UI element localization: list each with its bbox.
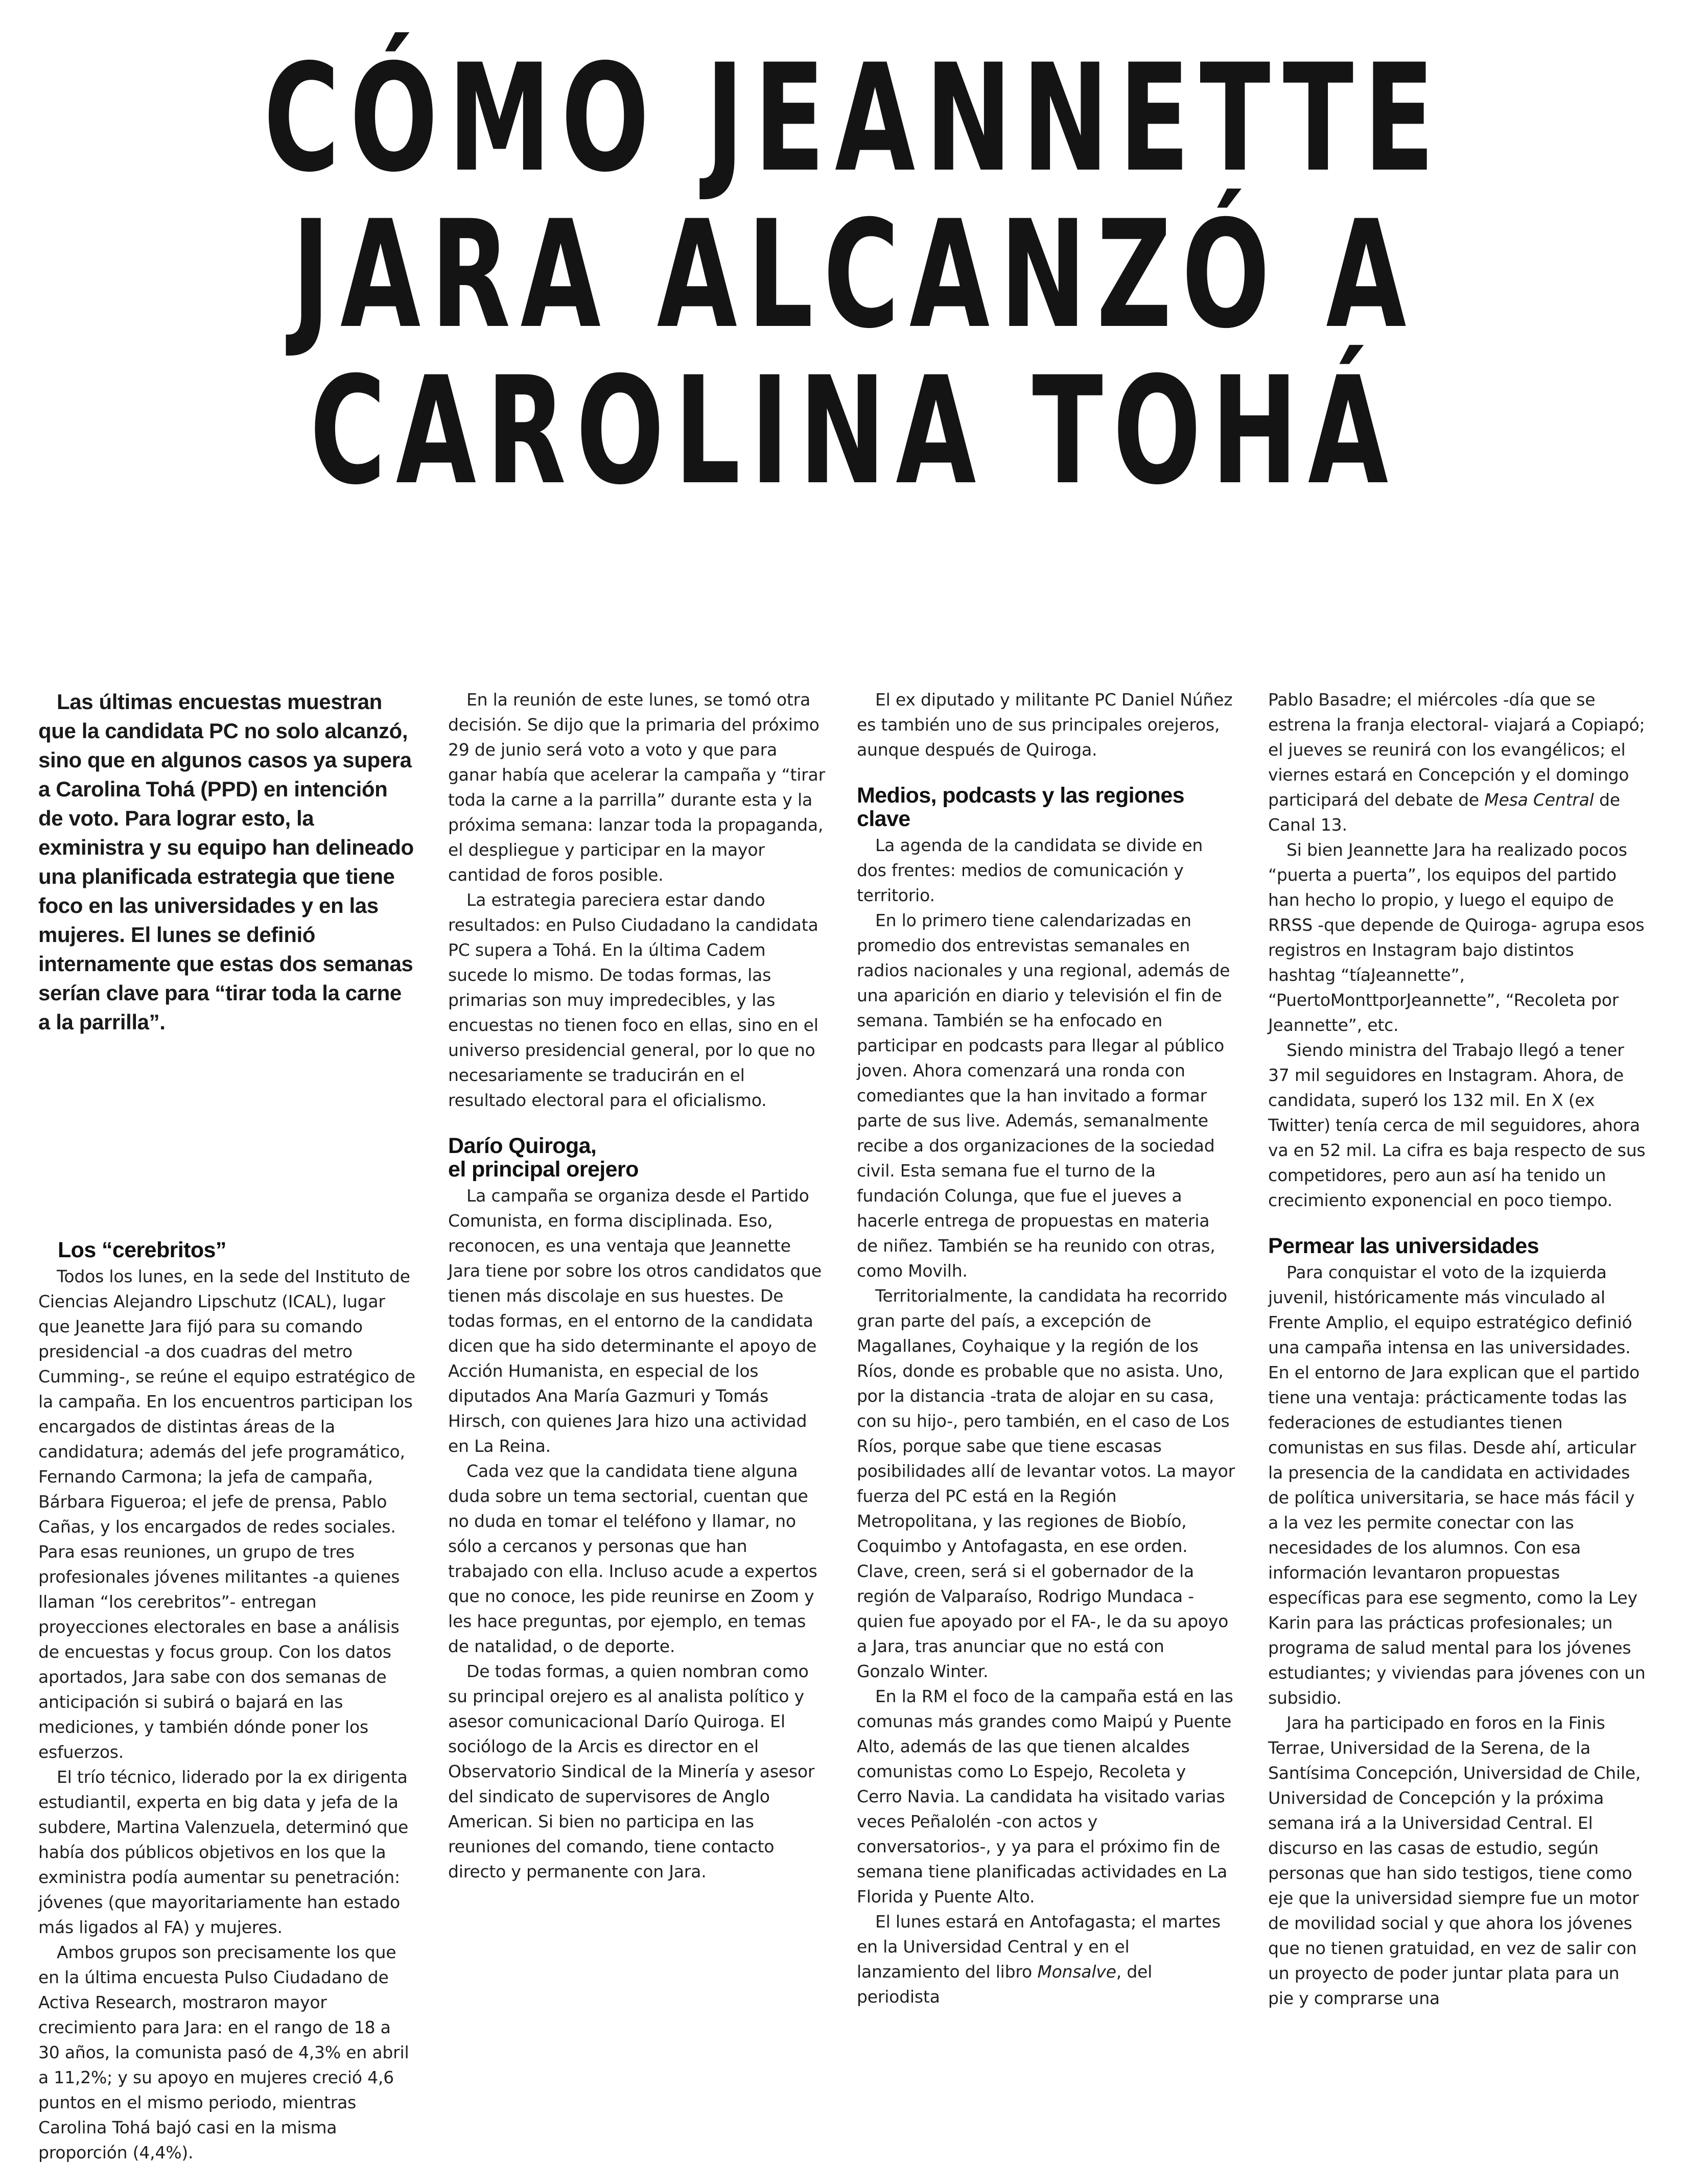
subhead-quiroga-line-1: Darío Quiroga,	[448, 1134, 597, 1158]
show-title: Mesa Central	[1484, 790, 1594, 810]
paragraph: En la RM el foco de la campaña está en las comunas más grandes como Maipú y Puente Alto, además de las que tienen alcaldes comunistas como Lo Espejo, Recoleta y Cerro Navia. La candidata ha visitado varias veces Peñalolén -con actos y conversatorios-, y ya para el próximo fin de semana tiene planificadas actividades en La Florida y Puente Alto.	[857, 1686, 1233, 1907]
headline-line-1: CÓMO JEANNETTE	[263, 33, 1445, 205]
paragraph: Siendo ministra del Trabajo llegó a tener 37 mil seguidores en Instagram. Ahora, de candidata, superó los 132 mil. En X (ex Twitter) tenía cerca de mil seguidores, ahora va en 52 mil. La cifra es baja respecto de sus competidores, pero aun así ha tenido un crecimiento exponencial en poco tiempo.	[1268, 1040, 1646, 1210]
paragraph: Todos los lunes, en la sede del Instituto de Ciencias Alejandro Lipschutz (ICAL), lugar que Jeanette Jara fijó para su comando presidencial -a dos cuadras del metro Cumming-, se reúne el equipo estratégico de la campaña. En los encuentros participan los encargados de distintas áreas de la candidatura; además del jefe programático, Fernando Carmona; la jefa de campaña, Bárbara Figueroa; el jefe de prensa, Pablo Cañas, y los encargados de redes sociales. Para esas reuniones, un grupo de tres profesionales jóvenes militantes -a quienes llaman “los cerebritos”- entregan proyecciones electorales en base a análisis de encuestas y focus group. Con los datos aportados, Jara sabe con dos semanas de anticipación si subirá o bajará en las mediciones, y también dónde poner los esfuerzos.	[38, 1266, 415, 1762]
paragraph: De todas formas, a quien nombran como su principal orejero es al analista político y asesor comunicacional Darío Quiroga. El sociólogo de la Arcis es director en el Observatorio Sindical de la Minería y asesor del sindicato de supervisores de Anglo American. Si bien no participa en las reuniones del comando, tiene contacto directo y permanente con Jara.	[448, 1661, 815, 1881]
subhead-quiroga	[448, 1134, 826, 1181]
text-run: , del periodista	[857, 1962, 1153, 2007]
paragraph: Para conquistar el voto de la izquierda juvenil, históricamente más vinculado al Frente Amplio, el equipo estratégico definió una campaña intensa en las universidades. En el entorno de Jara explican que el partido tiene una ventaja: prácticamente todas las federaciones de estudiantes tienen comunistas en sus filas. Desde ahí, articular la presencia de la candidata en actividades de política universitaria, se hace más fácil y a la vez les permite conectar con las necesidades de los alumnos. Con esa información levantaron propuestas específicas para ese segmento, como la Ley Karin para las prácticas profesionales; un programa de salud mental para los jóvenes estudiantes; y viviendas para jóvenes con un subsidio.	[1268, 1262, 1646, 1708]
paragraph: El trío técnico, liderado por la ex dirigenta estudiantil, experta en big data y jefa de la subdere, Martina Valenzuela, determinó que había dos públicos objetivos en los que la exministra podía aumentar su penetración: jóvenes (que mayoritariamente han estado más ligados al FA) y mujeres.	[38, 1767, 409, 1937]
headline	[256, 33, 1452, 517]
paragraph: La campaña se organiza desde el Partido Comunista, en forma disciplinada. Eso, reconocen, es una ventaja que Jeannette Jara tiene por sobre los otros candidatos que tienen más discolaje en sus huestes. De todas formas, en el entorno de la candidata dicen que ha sido determinante el apoyo de Acción Humanista, en especial de los diputados Ana María Gazmuri y Tomás Hirsch, con quienes Jara hizo una actividad en La Reina.	[448, 1186, 822, 1456]
paragraph: La estrategia pareciera estar dando resultados: en Pulso Ciudadano la candidata PC supera a Tohá. En la última Cadem sucede lo mismo. De todas formas, las primarias son muy impredecibles, y las encuestas no tienen foco en ellas, sino en el universo presidencial general, por lo que no necesariamente se traducirán en el resultado electoral para el oficialismo.	[448, 890, 818, 1110]
paragraph: Si bien Jeannette Jara ha realizado pocos “puerta a puerta”, los equipos del partido han hecho lo propio, y luego el equipo de RRSS -que depende de Quiroga- agrupa esos registros en Instagram bajo distintos hashtag “tíaJeannette”, “PuertoMonttporJeannette”, “Recoleta por Jeannette”, etc.	[1268, 840, 1645, 1035]
article-column-4	[1268, 687, 1646, 2051]
paragraph: En lo primero tiene calendarizadas en promedio dos entrevistas semanales en radios nacionales y una regional, además de una aparición en diario y televisión el fin de semana. También se ha enfocado en participar en podcasts para llegar al público joven. Ahora comenzará una ronda con comediantes que la han invitado a formar parte de sus live. Además, semanalmente recibe a dos organizaciones de la sociedad civil. Esta semana fue el turno de la fundación Colunga, que fue el jueves a hacerle entrega de propuestas en materia de niñez. También se ha reunido con otras, como Movilh.	[857, 910, 1230, 1281]
paragraph-agenda	[857, 1909, 1235, 2009]
text-run: El lunes estará en Antofagasta; el martes en la Universidad Central y en el lanzamiento del libro	[857, 1912, 1221, 1982]
article-column-3	[857, 687, 1235, 2051]
headline-line-2: JARA ALCANZÓ A	[291, 189, 1417, 361]
article-column-1	[38, 687, 416, 2162]
paragraph: El ex diputado y militante PC Daniel Núñez es también uno de sus principales orejeros, aunque después de Quiroga.	[857, 690, 1233, 760]
paragraph: Ambos grupos son precisamente los que en la última encuesta Pulso Ciudadano de Activa Research, mostraron mayor crecimiento para Jara: en el rango de 18 a 30 años, la comunista pasó de 4,3% en abril a 11,2%; y su apoyo en mujeres creció 4,6 puntos en el mismo periodo, mientras Carolina Tohá bajó casi en la misma proporción (4,4%).	[38, 1942, 409, 2162]
headline-line-3: CAROLINA TOHÁ	[310, 345, 1398, 517]
paragraph: Territorialmente, la candidata ha recorrido gran parte del país, a excepción de Magallanes, Coyhaique y la región de los Ríos, donde es probable que no asista. Uno, por la distancia -trata de alojar en su casa, con su hijo-, pero también, en el caso de Los Ríos, porque sabe que tiene escasas posibilidades allí de levantar votos. La mayor fuerza del PC está en la Región Metropolitana, y las regiones de Biobío, Coquimbo y Antofagasta, en ese orden. Clave, creen, será si el gobernador de la región de Valparaíso, Rodrigo Mundaca -quien fue apoyado por el FA-, le da su apoyo a Jara, tras anunciar que no está con Gonzalo Winter.	[857, 1286, 1235, 1681]
paragraph: La agenda de la candidata se divide en dos frentes: medios de comunicación y territorio.	[857, 835, 1203, 905]
text-run: Pablo Basadre; el miércoles -día que se estrena la franja electoral- viajará a Copiapó; el jueves se reunirá con los evangélicos; el viernes estará en Concepción y el domingo participará del debate de	[1268, 690, 1645, 810]
subhead-universidades: Permear las universidades	[1268, 1234, 1539, 1258]
subhead-medios: Medios, podcasts y las regiones clave	[857, 783, 1184, 831]
paragraph: Cada vez que la candidata tiene alguna duda sobre un tema sectorial, cuentan que no duda en tomar el teléfono y llamar, no sólo a cercanos y personas que han trabajado con ella. Incluso acude a expertos que no conoce, les pide reunirse en Zoom y les hace preguntas, por ejemplo, en temas de natalidad, o de deporte.	[448, 1461, 817, 1656]
book-title: Monsalve	[1037, 1962, 1116, 1982]
subhead-cerebritos: Los “cerebritos”	[58, 1238, 226, 1262]
article-column-2	[448, 687, 826, 2051]
paragraph: Jara ha participado en foros en la Finis Terrae, Universidad de la Serena, de la Santísima Concepción, Universidad de Chile, Universidad de Concepción y la próxima semana irá a la Universidad Central. El discurso en las casas de estudio, según personas que han sido testigos, tiene como eje que la universidad siempre fue un motor de movilidad social y que ahora los jóvenes que no tienen gratuidad, en vez de salir con un proyecto de poder juntar plata para un pie y comprarse una	[1268, 1713, 1641, 2008]
subhead-quiroga-line-2: el principal orejero	[448, 1157, 639, 1182]
lede: Las últimas encuestas muestran que la candidata PC no solo alcanzó, sino que en algunos casos ya supera a Carolina Tohá (PPD) en intención de voto. Para lograr esto, la exministra y su equipo han delineado una planificada estrategia que tiene foco en las universidades y en las mujeres. El lunes se definió internamente que estas dos semanas serían clave para “tirar toda la carne a la parrilla”.	[38, 690, 414, 1034]
paragraph: En la reunión de este lunes, se tomó otra decisión. Se dijo que la primaria del próximo 29 de junio será voto a voto y que para ganar había que acelerar la campaña y “tirar toda la carne a la parrilla” durante esta y la próxima semana: lanzar toda la propaganda, el despliegue y participar en la mayor cantidad de foros posible.	[448, 690, 825, 885]
paragraph-agenda-continued	[1268, 687, 1646, 837]
text-run: de Canal 13.	[1268, 790, 1620, 835]
